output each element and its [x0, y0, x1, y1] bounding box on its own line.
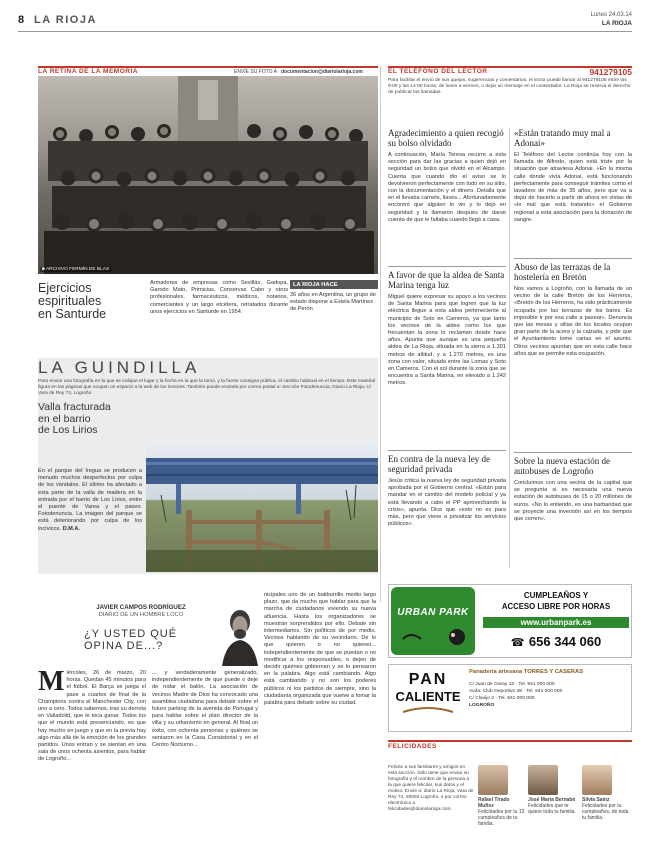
agradecimiento-headline: Agradecimiento a quien recogió su bolso olvidado	[388, 128, 504, 148]
opinion-author-box	[66, 604, 216, 618]
person-photo-1	[478, 765, 508, 795]
retina-photo	[38, 76, 378, 274]
retina-send-email[interactable]: documentacion@diariolarioja.com	[281, 69, 363, 75]
terrazas-body: Nos vamos a Logroño, con la llamada de un vecino de la calle Bretón de los Herreros, «Bretón de los Herreros, ha sido prácticamente ocupada por las terrazas de los bares. Es imposible ir por esa calle a pasear». Denuncia que las mesas y sillas de los locales ocupan gran parte de la acera y la calzada, y pide que el Ayuntamiento tome cartas en el asunto. Otros vecinos apuntan que en esta calle hace años que se permite esta ocupación.	[514, 286, 632, 357]
broken-fence-illustration	[146, 440, 378, 572]
retina-section	[38, 68, 378, 340]
terrazas-rule	[514, 258, 632, 259]
telefono-title: EL TELÉFONO DEL LECTOR	[388, 68, 488, 75]
telefono-phone[interactable]: 941279105	[589, 67, 632, 77]
autobuses-article	[514, 456, 632, 523]
hace-text: 36 años en Argentina, un grupo de estado dispone a Estela Martínez de Perón	[290, 292, 376, 312]
guindilla-section	[38, 358, 378, 574]
opinion-author: JAVIER CAMPOS RODRÍGUEZ	[96, 604, 186, 611]
pan-caliente-ad[interactable]	[388, 664, 632, 732]
person-name-3: Silvia Sainz	[582, 797, 610, 803]
seguridad-article	[388, 454, 506, 528]
urban-park-url[interactable]: www.urbanpark.es	[483, 617, 629, 628]
guindilla-signature: D.M.A.	[62, 525, 80, 532]
person-name-2: José María Bernabé	[528, 797, 576, 803]
person-text-3: Felicidades por tu cumpleaños, de toda tu familia.	[582, 803, 629, 821]
retina-headline: Ejercicios espirituales en Santurde	[38, 281, 107, 321]
pan-caliente-brand-1: PAN	[408, 671, 448, 688]
terrazas-headline: Abuso de las terrazas de la hostelería en Bretón	[514, 262, 611, 282]
monkey-icon	[391, 587, 475, 655]
agradecimiento-body: A continuación, María Teresa recurre a esta sección para dar las gracias a quien dejó en seguridad un bolso que olvidó en el Alcampo. Cuenta que cuando dio el aviso se lo devolvieron perfectamente con todo en su sitio, con la documentación y el dinero. Detalla que en el llevaba carnets, llaves... Afortunadamente encontró que alguien lo vio y lo dejó en seguridad y la llamaron después de darse cuenta de que le faltaba cuando llegó a casa.	[388, 152, 506, 223]
adonai-body: El Teléfono del Lector continúa hoy con la llamada de Alfredo, quien está triste por la situación que atraviesa Adonai. «En la misma calle donde vivía Adonai, está funcionando perfectamente para conseguir trámites como el lavadero de más de 35 años, pero que va a dejar de hacerlo a partir de ahora en vistas de «lo mal que está tratando» el Gobierno regional a esta asociación para la donación de sangre.	[514, 152, 632, 223]
adonai-headline: «Están tratando muy mal a Adonai»	[514, 128, 611, 148]
hace-label: LA RIOJA HACE	[290, 280, 378, 289]
retina-caption: Armadores de empresas como Sevillás, Gadopa, Garrido Mato, Primicias, Conservas Cabo y otros profesionales, farmacéuticos, médicos, notarios, comerciantes y un largo etcétera, retratados durante unos ejercicios en Santurde en 1954.	[150, 280, 288, 315]
telefono-intro: Para facilitar el envío de sus quejas, sugerencias y comentarios, el lector puede llamar al 941279105 entre las 9:00 y las 14:00 horas, de lunes a viernes, o dejar un mensaje en el contestador. La Rioja se reserva el derecho de publicar las llamadas.	[388, 78, 631, 95]
autobuses-rule	[514, 452, 632, 453]
retina-divider	[380, 66, 381, 602]
adonai-article	[514, 128, 632, 224]
pan-caliente-subtitle: Panadería artesana TORRES Y CASERAS	[469, 669, 584, 675]
seguridad-headline: En contra de la nueva ley de seguridad privada	[388, 454, 490, 474]
header-rule	[18, 31, 632, 32]
guindilla-title: LA GUINDILLA	[38, 358, 201, 377]
guindilla-photo	[146, 440, 378, 572]
hace-box	[290, 280, 378, 313]
header-section-right: LA RIOJA	[601, 20, 632, 27]
person-photo-3	[582, 765, 612, 795]
aldea-headline: A favor de que la aldea de Santa Marina tenga luz	[388, 270, 505, 290]
urban-park-phone	[483, 633, 629, 651]
header-date: Lunes 24.03.14	[590, 12, 632, 18]
person-text-2: Felicidades que te quiere toda tu familia.	[528, 803, 576, 815]
opinion-col1	[38, 666, 146, 764]
opinion-author-role: DIARIO DE UN HOMBRE LOCO	[98, 612, 184, 618]
section-title: LA RIOJA	[34, 14, 97, 26]
felicidades-section	[388, 743, 632, 848]
pan-caliente-logo	[393, 671, 463, 727]
felicidades-person-2	[528, 765, 578, 815]
urban-park-line2: ACCESO LIBRE POR HORAS	[501, 602, 611, 611]
opinion-col3-text: nicipales uno de un batiburrillo medio largo plazo, que da mucho que hablar para que la marcha de ciudadanos viviendo su nueva afluencia. Hasta los organizadores se muestran sorprendidos por ello. Debate sin intermediarios. Sin políticos de por medio. Vecinos hablando de su vecindario. De lo que quieren o no quieren... independientemente de que se puedan o no modificar a los responsables, o dejen de decidir quiénes gobiernan y se lo pensaron en la palabra. Algo está cambiando. Algo está cambiando y no son los poderes públicos ni los partidos de siempre, sino la ciudadanía organizada que vuelve a tomar la palabra para debatir sobre su ciudad.	[264, 592, 376, 707]
felicidades-title: FELICIDADES	[388, 743, 437, 750]
pan-caliente-brand-2: CALIENTE	[395, 689, 461, 704]
felicidades-person-3	[582, 765, 632, 821]
opinion-section	[38, 592, 378, 844]
author-portrait-illustration	[218, 602, 260, 666]
seguridad-rule	[388, 450, 506, 451]
tel-col-divider	[509, 128, 510, 568]
felicidades-body: Felicite a sus familiares y amigos en esta sección. Sólo tiene que enviar su fotografía y el nombre de la persona a la que quiere felicitar, sus datos y el motivo. Envíe a: diario La Rioja, Vara de Rey 74, 26002 Logroño, o por correo electrónico a felicidades@diariolarioja.com.	[388, 765, 474, 812]
guindilla-intro: Para enviar una fotografía en la que se indique el lugar y la fecha en la que la tomó, y la fuerte consigna pública, el cambio habitual en el tiempo. Este material figura en las páginas que ocupan un espacio a la web de los lectores. También puede enviarla por correo postal a: Sección Fotodenuncia, Diario La Rioja, C/ Vara de Rey 74, Logroño.	[38, 379, 376, 396]
person-photo-2	[528, 765, 558, 795]
wheat-icon	[393, 704, 463, 718]
agradecimiento-article	[388, 128, 506, 224]
autobuses-body: Concluimos con una vecina de la capital que se pregunta si es necesaria una nueva estación de autobuses de 15 o 20 millones de euros. «No lo entiendo, es una barbaridad que se proyecte una inversión así en los tiempos que corren».	[514, 480, 632, 523]
urban-park-logo	[391, 587, 475, 655]
urban-park-line1: CUMPLEAÑOS Y	[523, 591, 589, 600]
page-header	[18, 12, 632, 30]
terrazas-article	[514, 262, 632, 358]
guindilla-body: En el parque del Iregua se producen a menudo muchos desperfectos por culpa de los vándalos. El último ha afectado a esta parte de la valla de madera en la entrada por el barrio de Los Lirios, entre el puente de Varea y el paseo. Fotodenuncia. La imagen del parque se está deteriorando por culpa de los incívicos. D.M.A.	[38, 468, 142, 532]
photo-credit: ■ ARCHIVO FERMÍN DE BLAS	[42, 267, 110, 272]
opinion-headline: ¿Y USTED QUÉ OPINA DE...?	[84, 628, 178, 652]
author-portrait	[218, 602, 260, 666]
page-number: 8	[18, 14, 25, 26]
opinion-drop-cap: M	[38, 666, 65, 697]
felicidades-top-rule	[388, 740, 632, 742]
aldea-article	[388, 270, 506, 388]
urban-park-brand: URBAN PARK	[397, 607, 469, 618]
seguridad-body: Jesús critica la nueva ley de seguridad privada aprobada por el Gobierno central. «Están para mandar en el cambio del modelo policial y ya está llevando a cabo el PP aprovechando la crisis», apunta. Dice que «esto no es para más, pero que viene a privatizar los servicios públicos».	[388, 478, 506, 528]
autobuses-headline: Sobre la nueva estación de autobuses de Logroño	[514, 456, 610, 476]
person-text-1: Felicidades por tu 13 cumpleaños de tu familia.	[478, 809, 525, 827]
aldea-body: Miguel quiere expresar su apoyo a los vecinos de Santa Marina para que logren que la luz eléctrica llegue a esta aldea perteneciente al municipio de Soto en Cameros, ya que tanto los vecinos de la aldea como los que frecuentan la zona lo reclaman desde hace años. Apunta que aunque es una pequeña aldea de La Rioja, situada en la sierra a 1.301 metros de altitud, y a 1.270 metros, es una zona con valor, situada entre las Lomas y Soto en Cameros. Con el sol durante la zona que se encuentra a Santa Marina, en elevado a 1.242 metros.	[388, 294, 506, 387]
aldea-rule	[388, 266, 506, 267]
opinion-col2-text: ... y verdaderamente generalizado, independientemente de que puede o deje de rodar el balón. La asociación de vecinos Madre de Dios ha convocado una asamblea ciudadana para debatir sobre el futuro parking de la avenida de Portugal y para hablar sobre el plan director de la villa y su urbanismo en general. Al final un éxito, con ochenta personas y quiénes se sentaron en la Casa Consistorial y en el Centro Nocturno...	[152, 670, 258, 749]
urban-park-phone-number[interactable]: 656 344 060	[528, 634, 602, 649]
urban-park-ad[interactable]	[388, 584, 632, 658]
guindilla-headline: Valla fracturada en el barrio de Los Lirios	[38, 401, 111, 436]
pan-caliente-addresses: C/ Juan de Garay 13 · Tel. 941 000 000 Avda. Club Deportivo 38 · Tel. 941 000 000 C/ Clavijo 2 · Tel. 941 000 000 LOGROÑO	[469, 682, 563, 708]
felicidades-person-1	[478, 765, 526, 827]
retina-send-label: ENVÍE SU FOTO A	[234, 69, 277, 75]
person-name-1: Rafael Tirado Muñoz	[478, 797, 510, 809]
retina-title: LA RETINA DE LA MEMORIA	[38, 68, 138, 75]
group-of-people-illustration	[38, 76, 378, 274]
opinion-col1-text: iércoles, 26 de marzo, 20 horas. Quedan 45 minutos para el fútbol. El Barça se juega el pase a cuartos de final de la Champions contra el Manchester City, con uno a cero. Todos sabemos, tras su derrota en Valladolid, que le toca ganar. Todos los que el mundo está presenciando, es que hay mucho en juego y que en la previa hay algo más allá de la emoción de los grandes partidos. Unos entran y se sientan en una sala de unos ochenta asientos, para hablar de Logroño...	[38, 670, 146, 763]
phone-icon: ☎	[510, 637, 525, 649]
